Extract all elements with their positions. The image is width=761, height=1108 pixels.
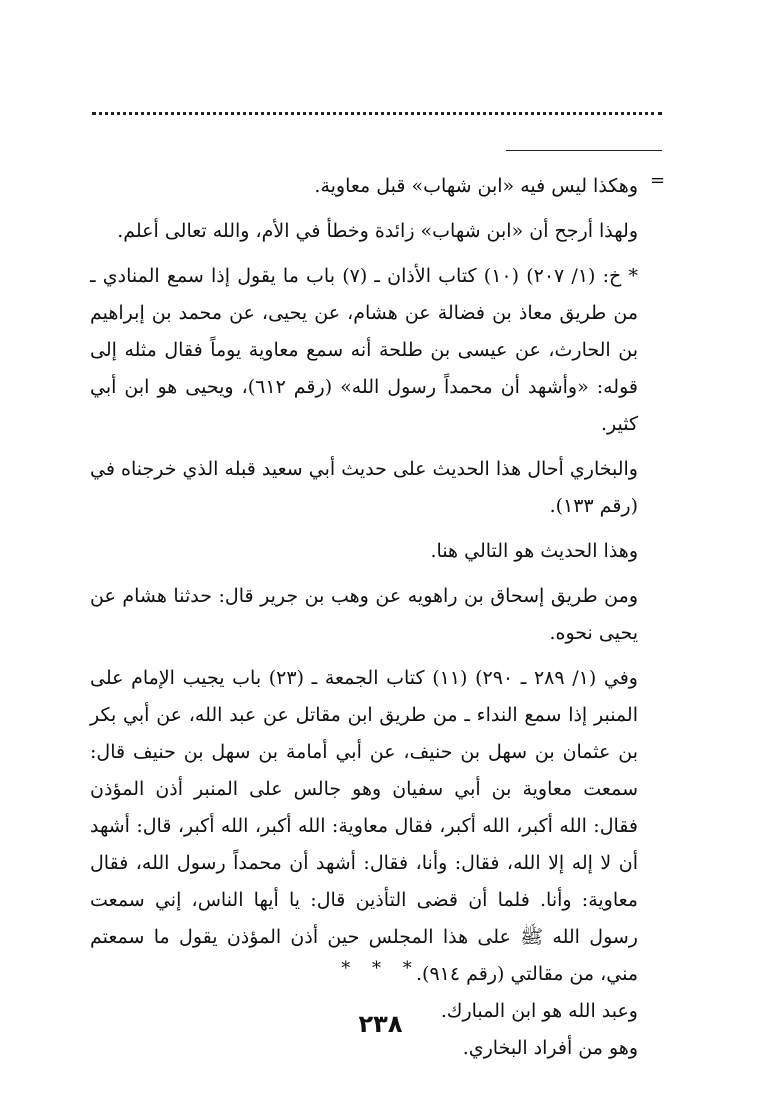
paragraph-7: وفي (١/ ٢٨٩ ـ ٢٩٠) (١١) كتاب الجمعة ـ (٢٣) باب يجيب الإمام على المنبر إذا سمع النداء ـ من طريق ابن مقاتل عن عبد الله، عن أبي بكر بن عثمان بن سهل بن حنيف، عن أبي أمامة بن سهل بن حنيف قال: سمعت معاوية بن أبي سفيان وهو جالس على المنبر أذن المؤذن فقال: الله أكبر، الله أكبر، فقال معاوية: الله أكبر، الله أكبر، قال: أشهد أن لا إله إلا الله، فقال: وأنا، فقال: أشهد أن محمداً رسول الله، فقال معاوية: وأنا. فلما أن قضى التأذين قال: يا أيها الناس، إني سمعت رسول الله ﷺ على هذا المجلس حين أذن المؤذن يقول ما سمعتم مني، من مقالتي (رقم ٩١٤). — [90, 667, 638, 985]
footnote-rule — [506, 150, 662, 151]
paragraph-9: وهو من أفراد البخاري. — [462, 1037, 638, 1059]
paragraph-2: ولهذا أرجح أن «ابن شهاب» زائدة وخطأ في الأم، والله تعالى أعلم. — [117, 220, 638, 242]
paragraph-4: والبخاري أحال هذا الحديث على حديث أبي سعيد قبله الذي خرجناه في (رقم ١٣٣). — [90, 458, 638, 517]
paragraph-1: وهكذا ليس فيه «ابن شهاب» قبل معاوية. — [314, 175, 638, 197]
page-number: ٢٣٨ — [358, 1010, 403, 1038]
section-separator: * * * — [341, 958, 420, 979]
paragraph-8: وعبد الله هو ابن المبارك. — [440, 1000, 638, 1022]
dotted-separator — [92, 112, 662, 115]
paragraph-6: ومن طريق إسحاق بن راهويه عن وهب بن جرير قال: حدثنا هشام عن يحيى نحوه. — [90, 585, 638, 644]
paragraph-3: * خ: (١/ ٢٠٧) (١٠) كتاب الأذان ـ (٧) باب ما يقول إذا سمع المنادي ـ من طريق معاذ بن فضالة عن هشام، عن يحيى، عن محمد بن إبراهيم بن الحارث، عن عيسى بن طلحة أنه سمع معاوية يوماً فقال مثله إلى قوله: «وأشهد أن محمداً رسول الله» (رقم ٦١٢)، ويحيى هو ابن أبي كثير. — [90, 265, 638, 435]
page-body — [90, 168, 638, 1067]
continuation-mark: = — [650, 170, 666, 191]
paragraph-5: وهذا الحديث هو التالي هنا. — [430, 540, 638, 562]
